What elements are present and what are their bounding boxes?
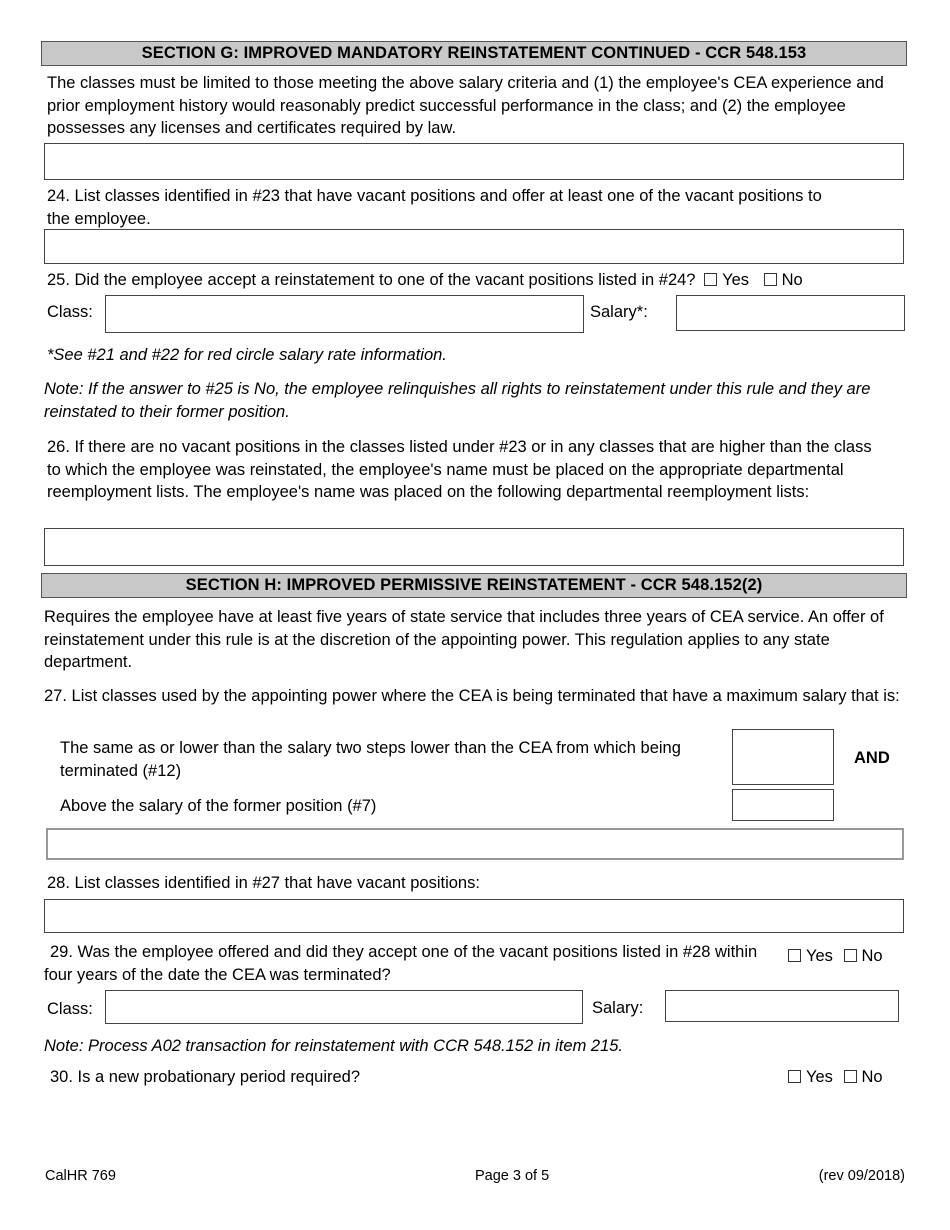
q29-no-option[interactable] xyxy=(844,947,883,965)
section-h-intro: Requires the employee have at least five years of state service that includes three years of CEA service. An offer of reinstatement under this rule is at the discretion of the appointing power. This regulation applies to any state department. xyxy=(44,608,884,671)
question-29: 29. Was the employee offered and did they accept one of the vacant positions listed in #28 within four years of the date the CEA was terminated? xyxy=(44,943,758,984)
question-25-text: 25. Did the employee accept a reinstatement to one of the vacant positions listed in #24? xyxy=(47,271,696,289)
reemployment-lists-field[interactable] xyxy=(44,528,904,566)
q30-no-label: No xyxy=(861,1068,883,1086)
q30-options xyxy=(788,1068,883,1087)
q25-no-label: No xyxy=(781,271,803,289)
salary-field-g[interactable] xyxy=(676,295,905,331)
class-field-h[interactable] xyxy=(105,990,583,1024)
q30-yes-option[interactable] xyxy=(788,1068,833,1086)
q27-criterion-b: Above the salary of the former position (#7) xyxy=(60,797,377,815)
q25-no-option[interactable] xyxy=(764,271,803,289)
question-26: 26. If there are no vacant positions in the classes listed under #23 or in any classes that are higher than the class to which the employee was reinstated, the employee's name must be placed on the appropriate departmental reemployment lists. The employee's name was placed on the following departmental reemployment lists: xyxy=(47,438,872,501)
q29-no-label: No xyxy=(861,947,883,965)
form-id: CalHR 769 xyxy=(45,1168,116,1184)
question-30: 30. Is a new probationary period required? xyxy=(50,1068,361,1086)
salary-footnote: *See #21 and #22 for red circle salary rate information. xyxy=(47,346,447,364)
revision-date: (rev 09/2018) xyxy=(818,1168,905,1184)
q29-yes-option[interactable] xyxy=(788,947,833,965)
section-g-intro: The classes must be limited to those meeting the above salary criteria and (1) the employee's CEA experience and prior employment history would reasonably predict successful performance in the class; and (2) the employee possesses any licenses and certificates required by law. xyxy=(47,74,884,137)
q27-salary-a-field[interactable] xyxy=(732,729,834,785)
class-label-g: Class: xyxy=(47,303,93,321)
question-27: 27. List classes used by the appointing power where the CEA is being terminated that have a maximum salary that is: xyxy=(44,687,900,705)
q30-no-checkbox[interactable] xyxy=(844,1070,857,1083)
salary-field-h[interactable] xyxy=(665,990,899,1022)
classes-field[interactable] xyxy=(44,143,904,180)
q29-yes-label: Yes xyxy=(806,947,833,965)
q28-vacant-classes-field[interactable] xyxy=(44,899,904,933)
class-label-h: Class: xyxy=(47,1000,93,1018)
salary-label-h: Salary: xyxy=(592,999,644,1017)
q25-yes-checkbox[interactable] xyxy=(704,273,717,286)
salary-label-g: Salary*: xyxy=(590,303,648,321)
q25-yes-option[interactable] xyxy=(704,271,749,289)
q25-no-checkbox[interactable] xyxy=(764,273,777,286)
section-g-note: Note: If the answer to #25 is No, the employee relinquishes all rights to reinstatement under this rule and they are reinstated to their former position. xyxy=(44,380,871,421)
q29-options xyxy=(788,947,883,966)
question-28: 28. List classes identified in #27 that have vacant positions: xyxy=(47,874,480,892)
section-h-note: Note: Process A02 transaction for reinstatement with CCR 548.152 in item 215. xyxy=(44,1037,624,1055)
q27-salary-b-field[interactable] xyxy=(732,789,834,821)
q25-yes-label: Yes xyxy=(722,271,750,289)
q27-classes-field[interactable] xyxy=(46,828,904,860)
q30-yes-checkbox[interactable] xyxy=(788,1070,801,1083)
q29-yes-checkbox[interactable] xyxy=(788,949,801,962)
q29-no-checkbox[interactable] xyxy=(844,949,857,962)
section-g-header: SECTION G: IMPROVED MANDATORY REINSTATEMENT CONTINUED - CCR 548.153 xyxy=(41,41,907,66)
q30-no-option[interactable] xyxy=(844,1068,883,1086)
section-h-header: SECTION H: IMPROVED PERMISSIVE REINSTATEMENT - CCR 548.152(2) xyxy=(41,573,907,598)
q27-and-label: AND xyxy=(854,749,890,767)
question-25 xyxy=(47,271,803,290)
q30-yes-label: Yes xyxy=(806,1068,833,1086)
vacant-classes-field[interactable] xyxy=(44,229,904,264)
page-number: Page 3 of 5 xyxy=(475,1168,550,1184)
q27-criterion-a: The same as or lower than the salary two steps lower than the CEA from which being terminated (#12) xyxy=(60,739,681,780)
question-24: 24. List classes identified in #23 that have vacant positions and offer at least one of the vacant positions to the employee. xyxy=(47,187,822,228)
class-field-g[interactable] xyxy=(105,295,584,333)
